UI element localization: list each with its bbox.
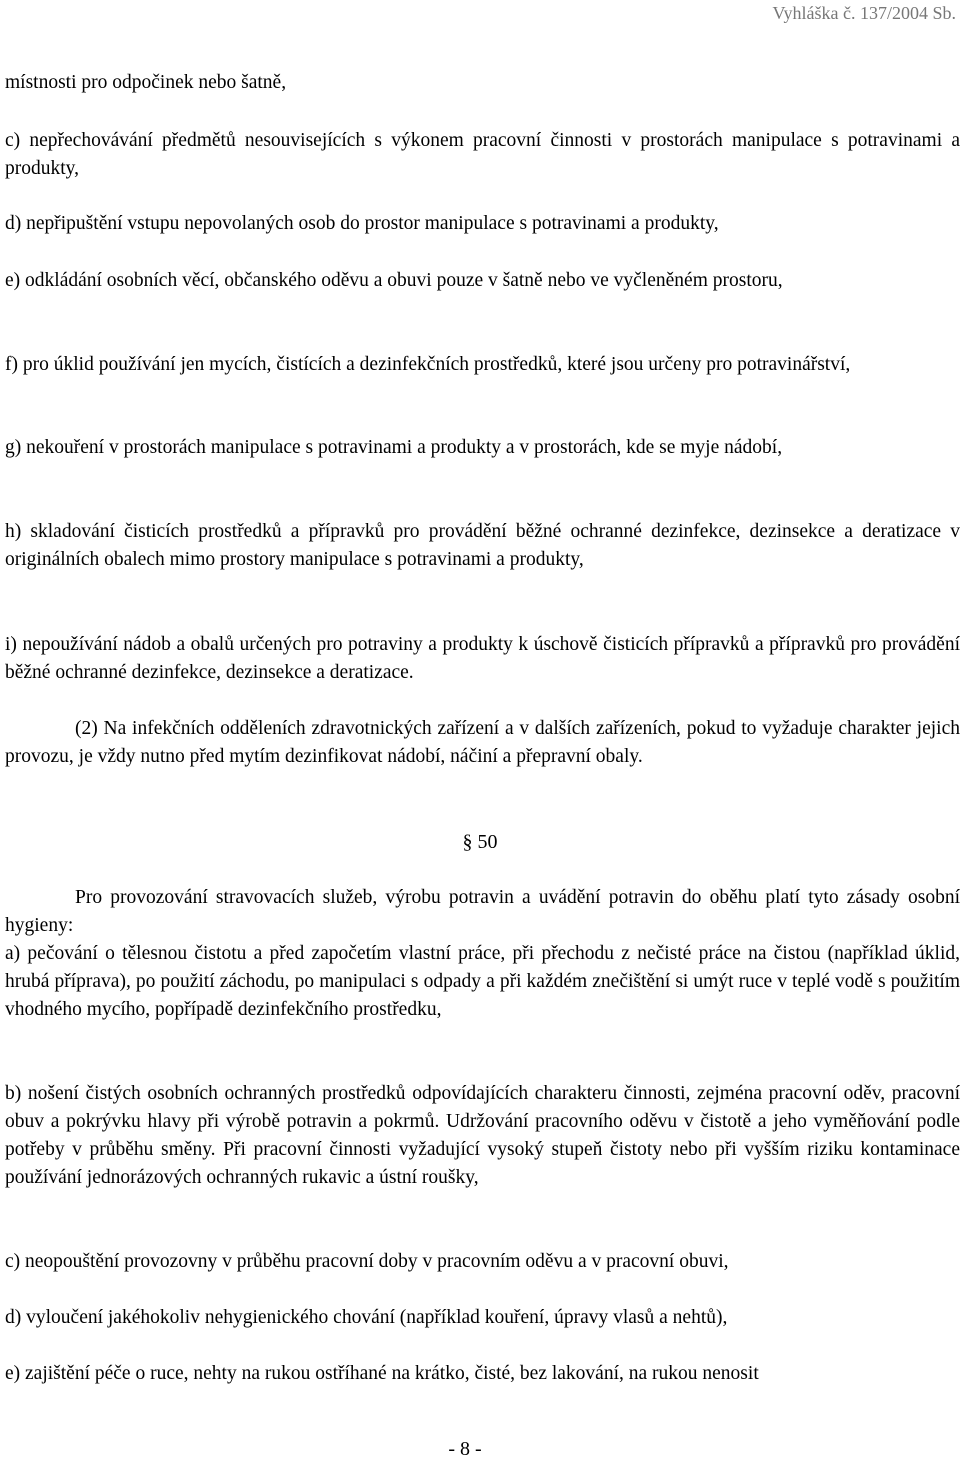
paragraph-item-i: i) nepoužívání nádob a obalů určených pro potraviny a produkty k úschově čisticích přípravků a přípravků pro provádění běžné ochranné dezinfekce, dezinsekce a deratizace. [5,634,960,683]
paragraph-item-g: g) nekouření v prostorách manipulace s potravinami a produkty a v prostorách, kde se myje nádobí, [5,437,783,458]
paragraph-continuation: místnosti pro odpočinek nebo šatně, [5,72,287,93]
paragraph-item-d2: d) vyloučení jakéhokoliv nehygienického chování (například kouření, úpravy vlasů a nehtů), [5,1307,728,1328]
paragraph-item-e: e) odkládání osobních věcí, občanského oděvu a obuvi pouze v šatně nebo ve vyčleněném prostoru, [5,270,783,291]
paragraph-item-c2: c) neopouštění provozovny v průběhu pracovní doby v pracovním oděvu a v pracovní obuvi, [5,1251,729,1272]
paragraph-section-intro: Pro provozování stravovacích služeb, výrobu potravin a uvádění potravin do oběhu platí tyto zásady osobní hygieny: [5,887,960,936]
paragraph-item-f: f) pro úklid používání jen mycích, čistících a dezinfekčních prostředků, které jsou určeny pro potravinářství, [5,354,851,375]
paragraph-item-e2: e) zajištění péče o ruce, nehty na rukou ostříhané na krátko, čisté, bez lakování, na rukou nenosit [5,1363,759,1384]
paragraph-item-d: d) nepřipuštění vstupu nepovolaných osob do prostor manipulace s potravinami a produkty, [5,213,719,234]
paragraph-subsection-2: (2) Na infekčních odděleních zdravotnických zařízení a v dalších zařízeních, pokud to vyžaduje charakter jejich provozu, je vždy nutno před mytím dezinfikovat nádobí, náčiní a přepravní obaly. [5,718,960,767]
paragraph-item-a: a) pečování o tělesnou čistotu a před započetím vlastní práce, při přechodu z nečisté práce na čistou (například úklid, hrubá příprava), po použití záchodu, po manipulaci s odpady a při každém znečištění si umýt ruce v teplé vodě s použitím vhodného mycího, popřípadě dezinfekčního prostředku, [5,943,960,1020]
page-number: - 8 - [448,1438,482,1460]
paragraph-item-h: h) skladování čisticích prostředků a přípravků pro provádění běžné ochranné dezinfekce, dezinsekce a deratizace v originálních obalech mimo prostory manipulace s potravinami a produkty, [5,521,960,570]
paragraph-item-c: c) nepřechovávání předmětů nesouvisejících s výkonem pracovní činnosti v prostorách manipulace s potravinami a produkty, [5,130,960,179]
document-header: Vyhláška č. 137/2004 Sb. [772,3,956,23]
paragraph-item-b: b) nošení čistých osobních ochranných prostředků odpovídajících charakteru činnosti, zejména pracovní oděv, pracovní obuv a pokrývku hlavy při výrobě potravin a pokrmů. Udržování pracovního oděvu v čistotě a jeho vyměňování podle potřeby v průběhu směny. Při pracovní činnosti vyžadující vysoký stupeň čistoty nebo při vyšším riziku kontaminace používání jednorázových ochranných rukavic a ústní roušky, [5,1083,960,1188]
section-heading: § 50 [462,831,498,853]
